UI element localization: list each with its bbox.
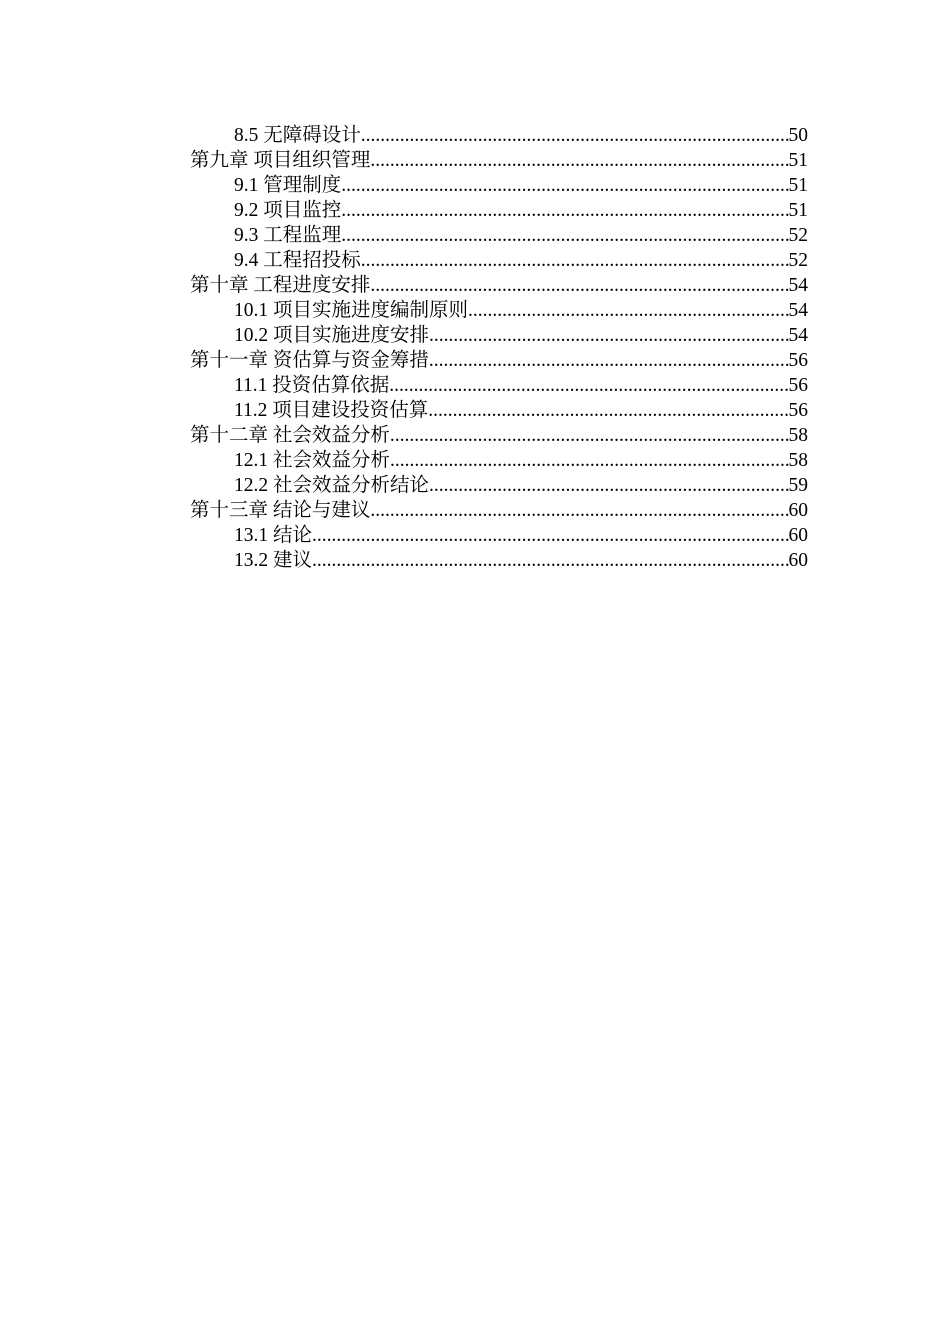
toc-entry-title: 11.2 项目建设投资估算 bbox=[234, 400, 429, 421]
toc-page-number: 50 bbox=[788, 125, 808, 146]
toc-entry-title: 第十二章 社会效益分析 bbox=[190, 425, 390, 446]
toc-page-number: 59 bbox=[788, 475, 808, 496]
toc-entry-title: 12.2 社会效益分析结论 bbox=[234, 475, 430, 496]
toc-entry[interactable] bbox=[190, 148, 808, 173]
toc-dot-leader bbox=[370, 498, 788, 523]
toc-dot-leader bbox=[341, 198, 788, 223]
toc-entry[interactable] bbox=[190, 548, 808, 573]
toc-dot-leader bbox=[312, 548, 788, 573]
toc-dot-leader bbox=[361, 123, 789, 148]
toc-page-number: 51 bbox=[788, 175, 808, 196]
toc-dot-leader bbox=[341, 173, 788, 198]
toc-page-number: 51 bbox=[788, 150, 808, 171]
toc-dot-leader bbox=[370, 148, 788, 173]
toc-page-number: 60 bbox=[788, 525, 808, 546]
toc-dot-leader bbox=[429, 473, 788, 498]
toc-entry-title: 12.1 社会效益分析 bbox=[234, 450, 391, 471]
toc-dot-leader bbox=[312, 523, 788, 548]
toc-page-number: 60 bbox=[788, 500, 808, 521]
toc-entry-title: 9.1 管理制度 bbox=[234, 175, 342, 196]
toc-page-number: 58 bbox=[788, 450, 808, 471]
toc-page-number: 54 bbox=[788, 275, 808, 296]
toc-dot-leader bbox=[428, 398, 788, 423]
toc-entry-title: 13.1 结论 bbox=[234, 525, 313, 546]
toc-entry-title: 8.5 无障碍设计 bbox=[234, 125, 361, 146]
toc-page-number: 54 bbox=[788, 325, 808, 346]
toc-entry[interactable] bbox=[190, 248, 808, 273]
toc-entry-title: 第十章 工程进度安排 bbox=[190, 275, 371, 296]
toc-entry-title: 第十三章 结论与建议 bbox=[190, 500, 371, 521]
toc-entry[interactable] bbox=[190, 348, 808, 373]
toc-entry-title: 11.1 投资估算依据 bbox=[234, 375, 390, 396]
toc-entry[interactable] bbox=[190, 523, 808, 548]
toc-entry[interactable] bbox=[190, 273, 808, 298]
toc-entry-title: 13.2 建议 bbox=[234, 550, 313, 571]
toc-page-number: 56 bbox=[788, 400, 808, 421]
toc-dot-leader bbox=[389, 373, 788, 398]
toc-dot-leader bbox=[390, 423, 789, 448]
toc-entry-title: 10.1 项目实施进度编制原则 bbox=[234, 300, 469, 321]
toc-entry[interactable] bbox=[190, 323, 808, 348]
toc-page-number: 54 bbox=[788, 300, 808, 321]
toc-entry[interactable] bbox=[190, 423, 808, 448]
toc-page-number: 56 bbox=[788, 375, 808, 396]
toc-dot-leader bbox=[390, 448, 788, 473]
toc-dot-leader bbox=[361, 248, 789, 273]
toc-page-number: 52 bbox=[788, 225, 808, 246]
toc-page-number: 51 bbox=[788, 200, 808, 221]
toc-dot-leader bbox=[468, 298, 788, 323]
toc-entry-title: 第九章 项目组织管理 bbox=[190, 150, 371, 171]
toc-entry[interactable] bbox=[190, 448, 808, 473]
toc-page-number: 52 bbox=[788, 250, 808, 271]
toc-dot-leader bbox=[370, 273, 788, 298]
toc-entry[interactable] bbox=[190, 173, 808, 198]
toc-entry[interactable] bbox=[190, 223, 808, 248]
toc-entry[interactable] bbox=[190, 198, 808, 223]
toc-entry-title: 第十一章 资估算与资金筹措 bbox=[190, 350, 429, 371]
toc-entry[interactable] bbox=[190, 298, 808, 323]
toc-entry-title: 9.4 工程招投标 bbox=[234, 250, 361, 271]
toc-dot-leader bbox=[429, 323, 788, 348]
toc-entry-title: 9.2 项目监控 bbox=[234, 200, 342, 221]
toc-entry[interactable] bbox=[190, 498, 808, 523]
toc-entry-title: 10.2 项目实施进度安排 bbox=[234, 325, 430, 346]
toc-entry[interactable] bbox=[190, 473, 808, 498]
toc-page-number: 58 bbox=[788, 425, 808, 446]
toc-entry-title: 9.3 工程监理 bbox=[234, 225, 342, 246]
toc-entry[interactable] bbox=[190, 373, 808, 398]
toc-dot-leader bbox=[341, 223, 788, 248]
table-of-contents bbox=[190, 123, 808, 573]
toc-page-number: 56 bbox=[788, 350, 808, 371]
toc-entry[interactable] bbox=[190, 123, 808, 148]
toc-page-number: 60 bbox=[788, 550, 808, 571]
toc-dot-leader bbox=[429, 348, 789, 373]
toc-entry[interactable] bbox=[190, 398, 808, 423]
